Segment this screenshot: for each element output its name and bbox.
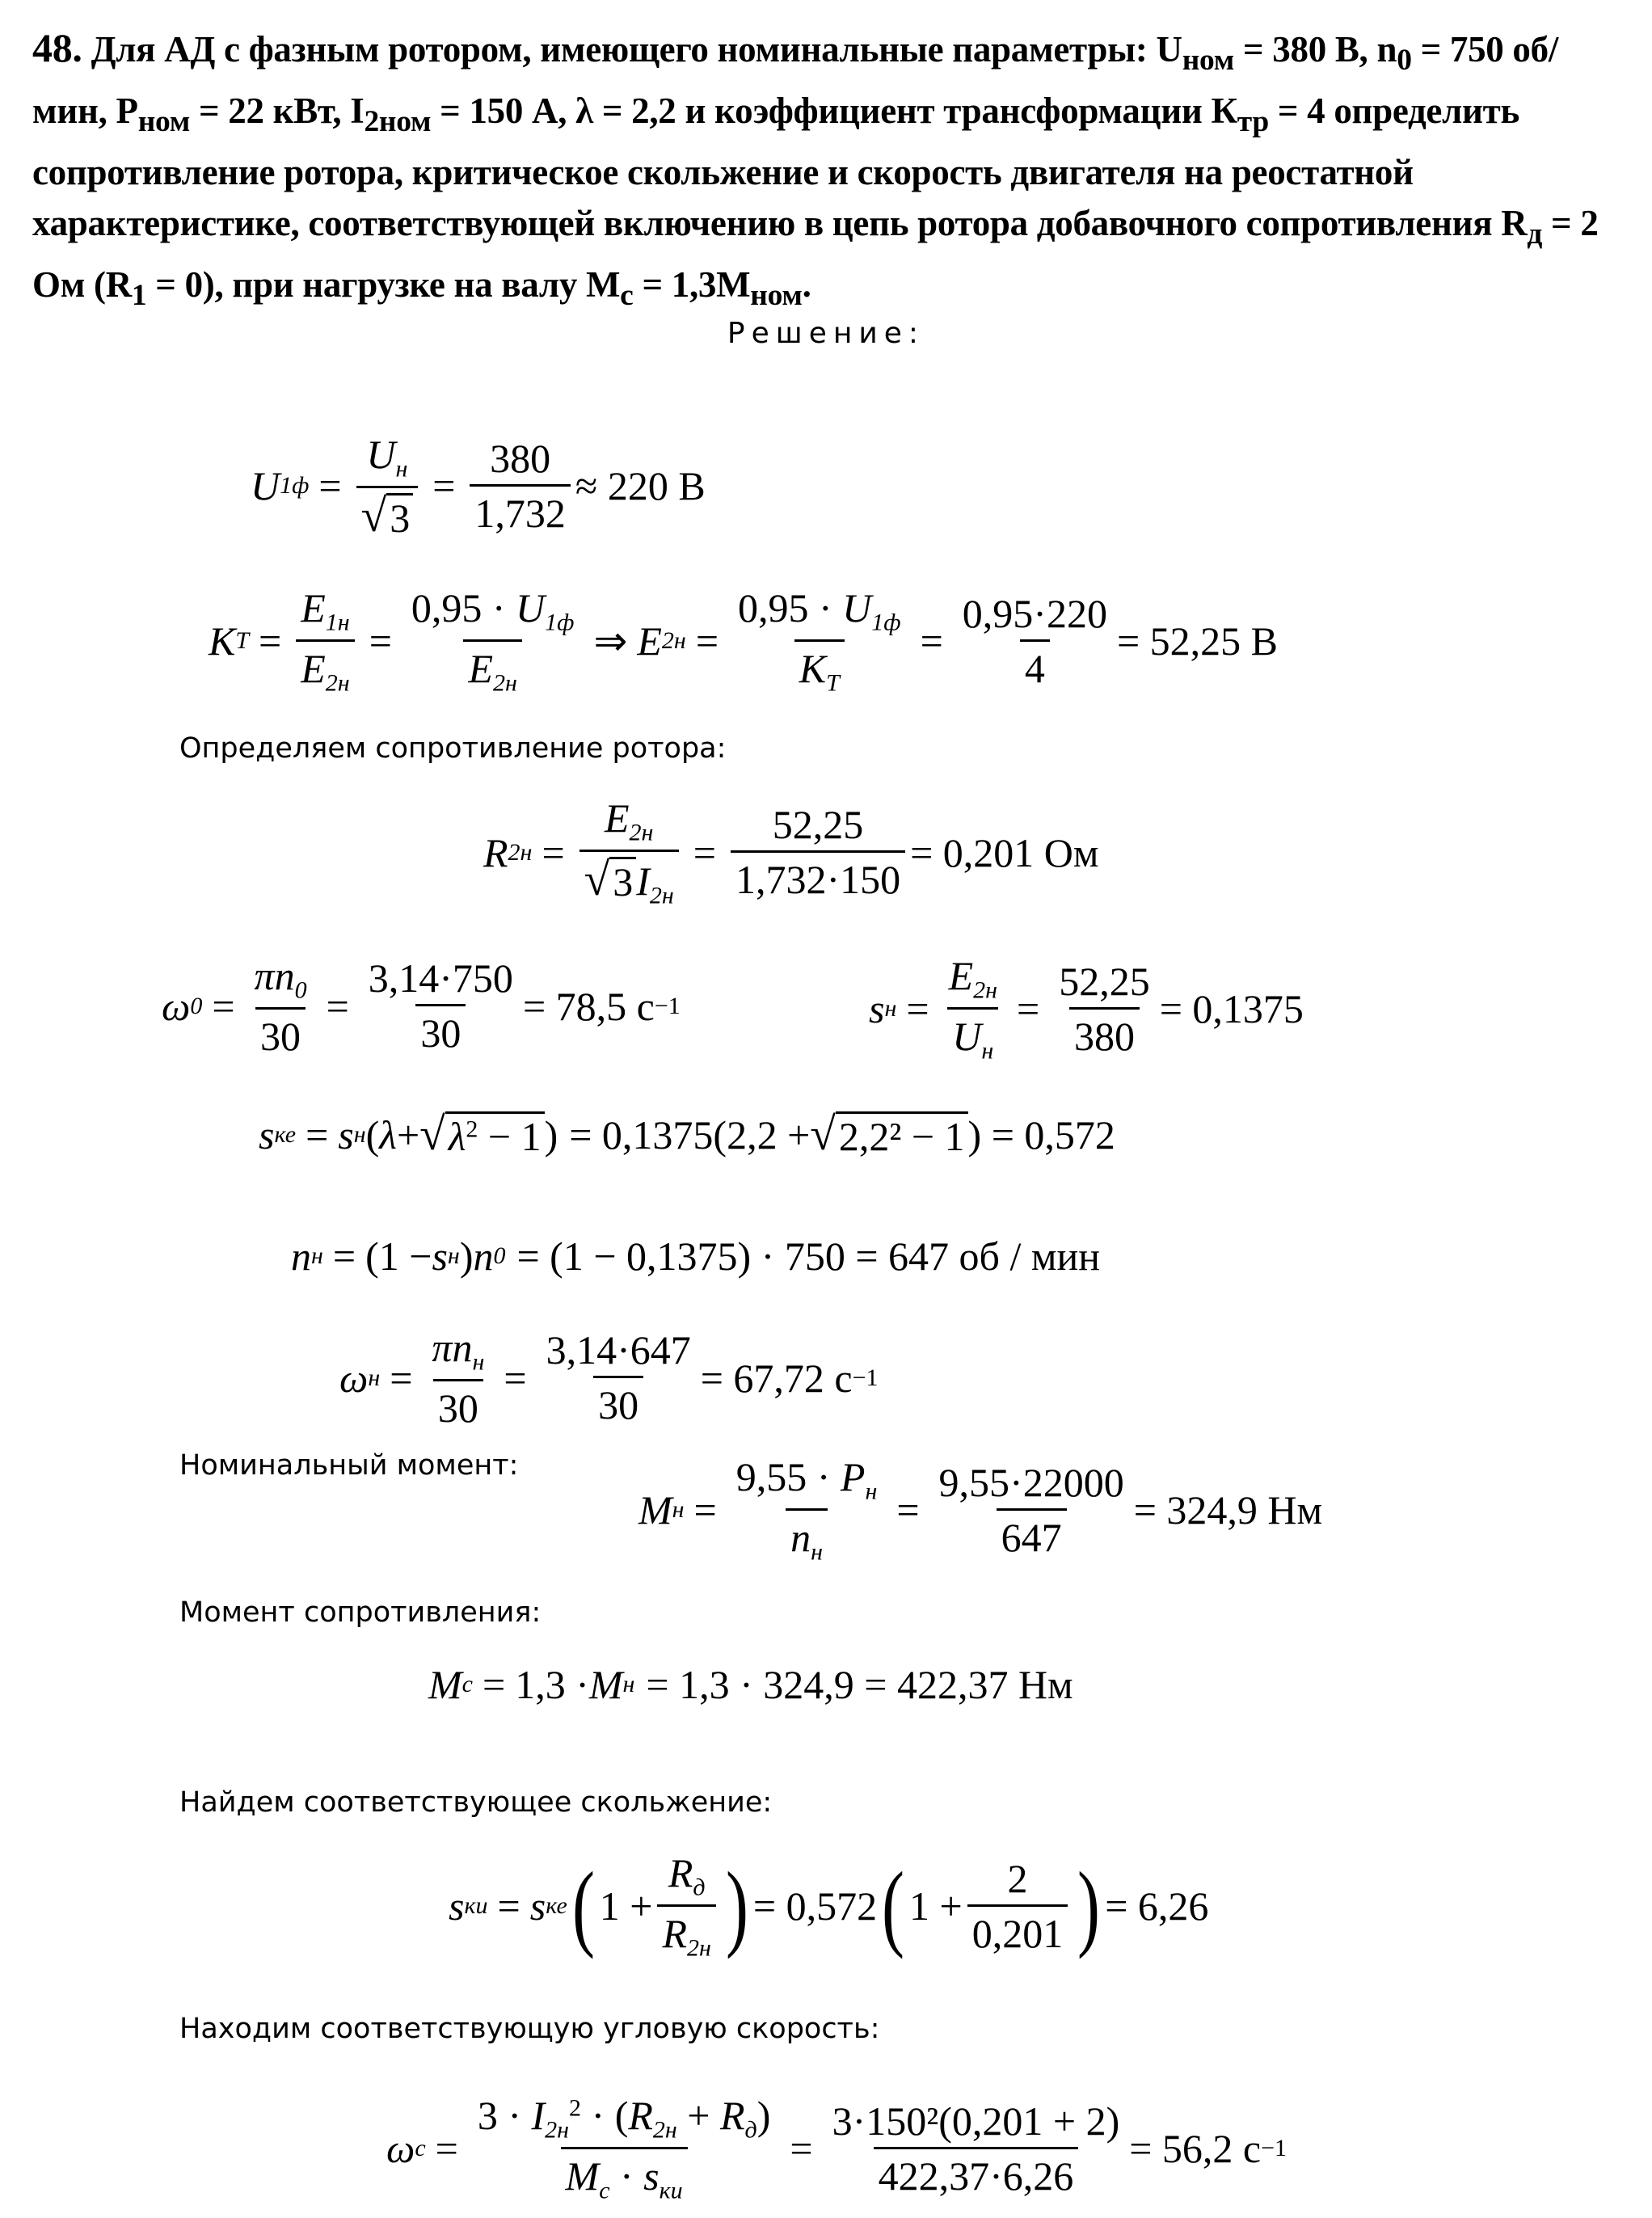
- eq-sku: s ки = s ке ( 1 + $\frac{R_д}{R_{2н}}$ ) = 0,572 ( 1 + $\frac{2}{0,201}$ ) = 6,26: [449, 1850, 1209, 1961]
- eq-omega0: ω 0 = $\frac{\pi n_0}{30}$ = $\frac{3,14\cdot 750}{30}$ = 78,5 с −1: [162, 953, 681, 1059]
- label-find-speed: Находим соответствующую угловую скорость:: [179, 2013, 880, 2045]
- eq-mn: M н = $\frac{9,55 \cdot P_н}{n_н}$ = $\frac{9,55\cdot 22000}{647}$ = 324,9 Нм: [638, 1454, 1323, 1565]
- eq-omegac: ω c = $\frac{3 \cdot I_{2н}^2 \cdot (R_{2н} + R_д)}{M_c \cdot s_{ки}}$ = $\frac{\text{3·150²(0,201 + 2)}}{422,37\cdot 6,26}$ = 56,2 с −1: [386, 2093, 1287, 2203]
- eq-omegan: ω н = $\frac{\pi n_н}{30}$ = $\frac{3,14\cdot 647}{30}$ = 67,72 с −1: [339, 1325, 879, 1431]
- label-resistance-moment: Момент сопротивления:: [179, 1596, 542, 1629]
- eq-sn: s н = $\frac{E_{2н}}{U_н}$ = $\frac{52,25}{380}$ = 0,1375: [869, 953, 1304, 1064]
- eq-u1f: U 1ф = $U_н$ √ 3 = $\frac{380}{1,732}$ ≈ 220 В: [251, 432, 706, 542]
- u1f-result: ≈ 220 В: [575, 463, 706, 509]
- problem-statement: [32, 23, 1625, 321]
- label-nominal-moment: Номинальный момент:: [179, 1449, 519, 1482]
- eq-kt: K T = $\frac{E_{1н}}{E_{2н}}$ = $\frac{0,95 \cdot U_{1ф}}{E_{2н}}$ ⇒ E 2н = $\frac{0,95 \cdot U_{1ф}}{K_T}$ = $\frac{0,95\cdot 220}{4}$ = 52,25 В: [209, 585, 1279, 696]
- label-find-slip: Найдем соответствующее скольжение:: [179, 1786, 773, 1819]
- eq-r2n: R 2н = $E_{2н}$ √ 3 $I_{2н}$ = $\frac{52,25}{1,732\cdot 150}$ = 0,201 Ом: [483, 795, 1099, 909]
- eq-ske: s ке = s н ( λ + √ $\lambda^2 - 1$ ) = 0,1375(2,2 + √ 2,2² − 1 ) = 0,572: [259, 1109, 1115, 1161]
- solution-heading: Решение:: [727, 317, 925, 350]
- label-rotor-resistance: Определяем сопротивление ротора:: [179, 732, 727, 765]
- problem-text: Для АД с фазным ротором, имеющего номинальные параметры: $U_{ном} = 380$ В, $n_0 = 750$ об/мин, $P_{ном} = 22$ кВт, $I_{2ном} = 150$ А, λ = 2,2 и коэффициент трансформации $К_{тр} = 4$ определить сопротивление ротора, критическое скольжение и скорость двигателя на реостатной характеристике, соответствующей включению в цепь ротора добавочного сопротивления $R_д = 2$ Ом $(R_1 = 0)$, при нагрузке на валу $M_c = 1,3M_{ном}$.: [32, 29, 1599, 312]
- problem-number: 48.: [32, 25, 82, 70]
- eq-mc: M c = 1,3 · M н = 1,3 · 324,9 = 422,37 Нм: [428, 1662, 1073, 1707]
- eq-nn: n н = (1 − s н ) n 0 = (1 − 0,1375) · 750 = 647 об / мин: [291, 1233, 1101, 1279]
